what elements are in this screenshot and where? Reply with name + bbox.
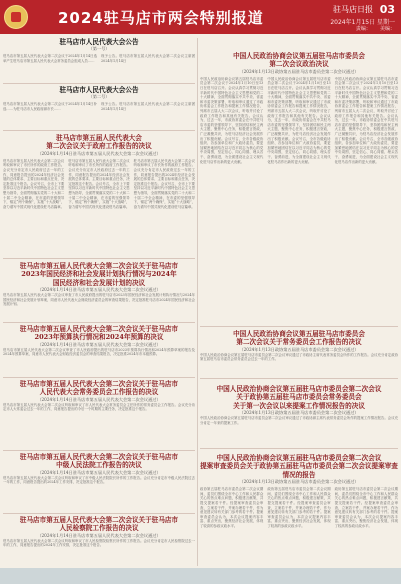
resolution-title: 驻马店市第五届人民代表大会第二次会议关于驻马店市 2023年预算执行情况和2024年预算的决议 (19, 325, 179, 342)
page-number: 03 (379, 3, 395, 16)
resolution-title: 驻马店市第五届人民代表大会第二次会议关于驻马店市 人民检察院工作报告的决议 (19, 516, 179, 533)
resolution-subtitle: （2024年1月14日驻马店市第五届人民代表大会第二次会议通过） (37, 532, 161, 538)
cppcc-proposal-review-report (200, 454, 398, 566)
separator (3, 513, 195, 514)
separator (3, 450, 195, 451)
notice-text: 现予公告。驻马店市第五届人民代表大会第二次会议主席团 2024年1月14日 (101, 102, 195, 111)
paper-name: 驻马店日报 (333, 5, 373, 14)
resolution-title: 中国人民政治协商会议第五届驻马店市委员会第二次会议 提案审查委员会关于政协第五届驻马店市委员会第二次会议提案审查 情况的报告 (200, 454, 398, 479)
notice-text: 驻马店市第五届人民代表大会第二次会议于2024年1月14日选举产生驻马店市第五届人民代表大会常务委员会组成人员…… (3, 54, 97, 63)
resolution-text: 驻马店市第五届人民代表大会第二次会议听取和审议了市中级人民法院院长所作的工作报告。会议充分肯定市中级人民法院过去一年的工作，同意报告提出的2024年工作安排，决定批准这个报告。 (3, 475, 195, 485)
page-title: 2024驻马店市两会特别报道 (58, 9, 264, 27)
resolution-budget (3, 325, 195, 375)
notice-text: 驻马店市第五届人民代表大会第二次会议于2024年1月14日补选……为驻马店市人民政府副市长…… (3, 102, 97, 111)
resolution-text: 驻马店市第五届人民代表大会第二次会议听取和审议了市长所作的政府工作报告。会议充分肯定市人民政府过去一年的工作，同意报告提出的2024年经济社会发展的总体要求、主要目标和重点任务，决定批准这个报告。会议号召，全市上下要坚持以习近平新时代中国特色社会主义思想为指导，全面贯彻落实党的二十大和二十届二中全会精神，在市委的坚强领导下，锚定“两个确保”，实施“十大战略”，奋力谱写中国式现代化建设驻马店篇章。 (3, 158, 65, 209)
notice-title: 驻马店市人民代表大会公告 (59, 86, 139, 94)
national-emblem-icon (4, 5, 28, 29)
page-header (0, 0, 401, 34)
resolution-text: 驻马店市第五届人民代表大会第二次会议听取和审议了市人民检察院检察长所作的工作报告。会议充分肯定市人民检察院过去一年的工作，同意报告提出的2024年工作安排，决定批准这个报告。 (3, 538, 195, 548)
notice-1 (3, 38, 195, 80)
resolution-economic-plan (3, 262, 195, 320)
column-divider (197, 38, 198, 566)
resolution-text: 中国人民政治协商会议第五届驻马店市委员会第二次会议于2024年1月10日至13日在驻马店召开。会议认真学习贯彻习近平新时代中国特色社会主义思想和党的二十大精神，全面贯彻落实中共中央、省委和市委决策部署，听取和审议通过了市政协常委会工作报告和提案工作情况报告，列席市五届人大二次会议，听取并讨论了政府工作报告和其他有关报告。会议认为，过去一年，市政协常委会在中共驻马店市委的坚强领导下，坚持团结和民主两大主题，聚焦中心任务，积极建言资政，广泛凝聚共识，为驻马店经济社会发展作出了积极贡献。会议号召，全市各级政协组织、各参加单位和广大政协委员，要更加紧密地团结在以习近平同志为核心的党中央周围，坚定信心、同心同德、埋头苦干、奋勇前进，为全面建设社会主义现代化驻马店作出新的更大贡献。 (200, 76, 264, 164)
separator (3, 322, 195, 323)
left-column (3, 38, 195, 566)
resolution-text: 驻马店市第五届人民代表大会第二次会议听取和审议了市长所作的政府工作报告。会议充分肯定市人民政府过去一年的工作，同意报告提出的2024年经济社会发展的总体要求、主要目标和重点任务，决定批准这个报告。会议号召，全市上下要坚持以习近平新时代中国特色社会主义思想为指导，全面贯彻落实党的二十大和二十届二中全会精神，在市委的坚强领导下，锚定“两个确保”，实施“十大战略”，奋力谱写中国式现代化建设驻马店篇章。 (133, 158, 195, 209)
resolution-text: 政协第五届驻马店市委员会第二次会议期间，委员们围绕全市中心工作和人民群众关心的热点难点问题，积极建言献策，共提交提案若干件。经提案审查委员会审查，立案若干件，并案办理若干件，作为意见建议转有关部门参考的若干件。提案审查委员会认为，本次会议提案内容丰富、重点突出，聚焦经济社会发展，体现了较高的参政议政水平。 (200, 487, 264, 528)
separator (3, 377, 195, 378)
resolution-procuratorate (3, 516, 195, 566)
resolution-subtitle: （2024年1月13日政协第五届驻马店市委员会第二次会议通过） (239, 68, 359, 74)
separator (3, 258, 195, 259)
resolution-text: 中国人民政治协商会议第五届驻马店市委员会第二次会议于2024年1月10日至13日在驻马店召开。会议认真学习贯彻习近平新时代中国特色社会主义思想和党的二十大精神，全面贯彻落实中共中央、省委和市委决策部署，听取和审议通过了市政协常委会工作报告和提案工作情况报告，列席市五届人大二次会议，听取并讨论了政府工作报告和其他有关报告。会议认为，过去一年，市政协常委会在中共驻马店市委的坚强领导下，坚持团结和民主两大主题，聚焦中心任务，积极建言资政，广泛凝聚共识，为驻马店经济社会发展作出了积极贡献。会议号召，全市各级政协组织、各参加单位和广大政协委员，要更加紧密地团结在以习近平同志为核心的党中央周围，坚定信心、同心同德、埋头苦干、奋勇前进，为全面建设社会主义现代化驻马店作出新的更大贡献。 (334, 76, 398, 164)
resolution-subtitle: （2024年1月14日驻马店市第五届人民代表大会第二次会议通过） (37, 287, 161, 293)
edition-info: 责编： 美编： (355, 26, 395, 32)
resolution-standing-committee (3, 380, 195, 448)
page-footer (0, 568, 401, 584)
separator (200, 378, 398, 379)
resolution-title: 驻马店市第五届人民代表大会第二次会议关于驻马店市 2023年国民经济和社会发展计划执行情况与2024年 国民经济和社会发展计划的决议 (19, 262, 179, 287)
right-column (200, 38, 398, 566)
resolution-text: 中国人民政治协商会议第五届驻马店市委员会第二次会议审议通过了市政协副主席代表常务委员会所作的提案工作情况报告。会议充分肯定一年来的提案工作。 (200, 416, 398, 425)
resolution-title: 中国人民政治协商会议第五届驻马店市委员会 第二次会议政治决议 (233, 52, 365, 69)
cppcc-standing-committee-resolution (200, 330, 398, 375)
resolution-text: 政协第五届驻马店市委员会第二次会议期间，委员们围绕全市中心工作和人民群众关心的热点难点问题，积极建言献策，共提交提案若干件。经提案审查委员会审查，立案若干件，并案办理若干件，作为意见建议转有关部门参考的若干件。提案审查委员会认为，本次会议提案内容丰富、重点突出，聚焦经济社会发展，体现了较高的参政议政水平。 (267, 487, 331, 528)
resolution-subtitle: （2024年1月14日驻马店市第五届人民代表大会第二次会议通过） (37, 396, 161, 402)
resolution-subtitle: （2024年1月13日政协第五届驻马店市委员会第二次会议通过） (239, 346, 359, 352)
separator (3, 130, 195, 131)
resolution-text: 中国人民政治协商会议第五届驻马店市委员会第二次会议审议通过了市政协主席代表常务委员会所作的工作报告。会议充分肯定政协第五届驻马店市委员会常务委员会过去一年的工作。 (200, 352, 398, 362)
resolution-government-report (3, 134, 195, 256)
notice-2 (3, 86, 195, 126)
resolution-subtitle: （2024年1月14日驻马店市第五届人民代表大会第二次会议通过） (37, 469, 161, 475)
resolution-subtitle: （2024年1月14日驻马店市第五届人民代表大会第二次会议通过） (37, 341, 161, 347)
resolution-subtitle: （2024年1月13日政协第五届驻马店市委员会第二次会议通过） (239, 410, 359, 416)
separator (200, 326, 398, 327)
resolution-text: 驻马店市第五届人民代表大会第二次会议听取和审议了市长所作的政府工作报告。会议充分肯定市人民政府过去一年的工作，同意报告提出的2024年经济社会发展的总体要求、主要目标和重点任务，决定批准这个报告。会议号召，全市上下要坚持以习近平新时代中国特色社会主义思想为指导，全面贯彻落实党的二十大和二十届二中全会精神，在市委的坚强领导下，锚定“两个确保”，实施“十大战略”，奋力谱写中国式现代化建设驻马店篇章。 (68, 158, 130, 209)
resolution-title: 驻马店市第五届人民代表大会第二次会议关于驻马店市 中级人民法院工作报告的决议 (19, 453, 179, 470)
notice-number: （第二号） (88, 94, 110, 100)
resolution-title: 中国人民政治协商会议第五届驻马店市委员会 第二次会议关于常务委员会工作报告的决议 (233, 330, 365, 347)
resolution-subtitle: （2024年1月13日政协第五届驻马店市委员会第二次会议通过） (239, 479, 359, 485)
resolution-title: 中国人民政治协商会议第五届驻马店市委员会第二次会议 关于政协第五届驻马店市委员会常务委员会 关于第一次会议以来提案工作情况报告的决议 (216, 385, 382, 410)
resolution-text: 政协第五届驻马店市委员会第二次会议期间，委员们围绕全市中心工作和人民群众关心的热点难点问题，积极建言献策，共提交提案若干件。经提案审查委员会审查，立案若干件，并案办理若干件，作为意见建议转有关部门参考的若干件。提案审查委员会认为，本次会议提案内容丰富、重点突出，聚焦经济社会发展，体现了较高的参政议政水平。 (334, 487, 398, 528)
cppcc-political-resolution (200, 52, 398, 322)
resolution-court (3, 453, 195, 511)
resolution-text: 驻马店市第五届人民代表大会第二次会议审查了市人民政府提出的驻马店市2023年预算执行情况和2024年预算草案的报告及2024年预算草案，同意市人民代表大会财政经济委员会的审查结果报告，决定批准2024年市本级预算。 (3, 347, 195, 357)
resolution-title: 驻马店市第五届人民代表大会第二次会议关于驻马店市 人民代表大会常务委员会工作报告的决议 (19, 380, 179, 397)
separator (200, 448, 398, 449)
resolution-title: 驻马店市第五届人民代表大会 第二次会议关于政府工作报告的决议 (46, 134, 152, 151)
separator (3, 83, 195, 84)
resolution-text: 中国人民政治协商会议第五届驻马店市委员会第二次会议于2024年1月10日至13日在驻马店召开。会议认真学习贯彻习近平新时代中国特色社会主义思想和党的二十大精神，全面贯彻落实中共中央、省委和市委决策部署，听取和审议通过了市政协常委会工作报告和提案工作情况报告，列席市五届人大二次会议，听取并讨论了政府工作报告和其他有关报告。会议认为，过去一年，市政协常委会在中共驻马店市委的坚强领导下，坚持团结和民主两大主题，聚焦中心任务，积极建言资政，广泛凝聚共识，为驻马店经济社会发展作出了积极贡献。会议号召，全市各级政协组织、各参加单位和广大政协委员，要更加紧密地团结在以习近平同志为核心的党中央周围，坚定信心、同心同德、埋头苦干、奋勇前进，为全面建设社会主义现代化驻马店作出新的更大贡献。 (267, 76, 331, 164)
resolution-subtitle: （2024年1月14日驻马店市第五届人民代表大会第二次会议通过） (37, 150, 161, 156)
resolution-text: 驻马店市第五届人民代表大会第二次会议审查了市人民政府提出的驻马店市2023年国民经济和社会发展计划执行情况与2024年国民经济和社会发展计划草案，同意市人民代表大会财政经济委员会的审查结果报告，决定批准驻马店市2024年国民经济和社会发展计划。 (3, 293, 195, 307)
resolution-text: 驻马店市第五届人民代表大会第二次会议听取和审议了市人民代表大会常务委员会主任所作的常务委员会工作报告。会议充分肯定市人大常委会过去一年的工作，同意报告提出的今后一个时期的主要任务，决定批准这个报告。 (3, 402, 195, 412)
notice-title: 驻马店市人民代表大会公告 (59, 38, 139, 46)
cppcc-proposal-work-resolution (200, 385, 398, 445)
notice-text: 现予公告。驻马店市第五届人民代表大会第二次会议主席团 2024年1月14日 (101, 54, 195, 63)
notice-number: （第一号） (88, 46, 110, 52)
dateline: 2024年1月15日 星期一 (330, 19, 395, 26)
